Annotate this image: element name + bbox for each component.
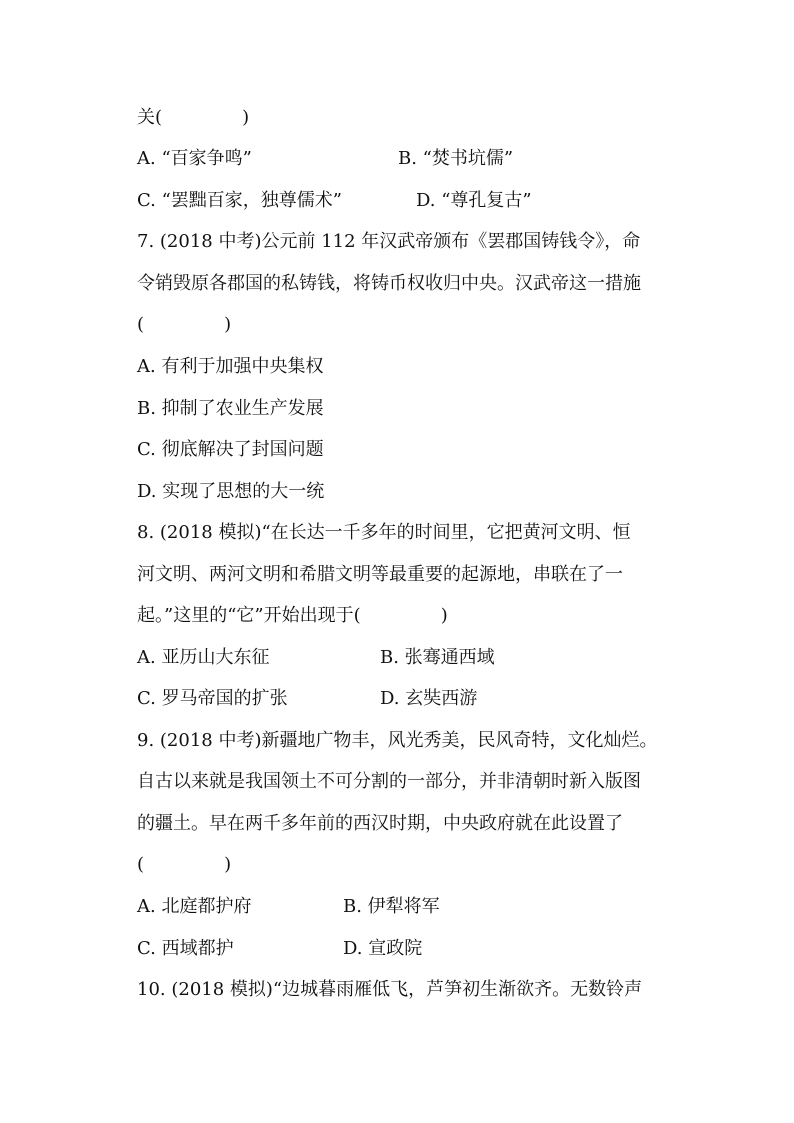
question-7: 7. (2018 中考)公元前 112 年汉武帝颁布《罢郡国铸钱令》，命 xyxy=(137,231,641,252)
option-a: A. 北庭都护府 xyxy=(137,896,252,917)
text-line: 河文明、两河文明和希腊文明等最重要的起源地，串联在了一 xyxy=(137,564,623,585)
option-b: B. “焚书坑儒” xyxy=(398,148,514,169)
option-d: D. 宣政院 xyxy=(343,938,423,959)
option-a: A. 有利于加强中央集权 xyxy=(137,356,324,377)
option-c: C. “罢黜百家，独尊儒术” xyxy=(137,190,342,211)
text-line: 的疆土。早在两千多年前的西汉时期，中央政府就在此设置了 xyxy=(137,813,623,834)
option-c: C. 西域都护 xyxy=(137,938,234,959)
text-line: 令销毁原各郡国的私铸钱，将铸币权收归中央。汉武帝这一措施 xyxy=(137,273,641,294)
option-a: A. 亚历山大东征 xyxy=(137,647,270,668)
option-c: C. 彻底解决了封国问题 xyxy=(137,439,324,460)
option-d: D. “尊孔复古” xyxy=(416,190,532,211)
option-b: B. 伊犁将军 xyxy=(343,896,440,917)
option-c: C. 罗马帝国的扩张 xyxy=(137,688,288,709)
option-b: B. 抑制了农业生产发展 xyxy=(137,398,324,419)
option-b: B. 张骞通西域 xyxy=(380,647,495,668)
text-line: 起。”这里的“它”开始出现于( ) xyxy=(137,605,448,626)
text-line: 关( ) xyxy=(137,107,250,128)
text-line: 自古以来就是我国领土不可分割的一部分，并非清朝时新入版图 xyxy=(137,771,641,792)
question-9: 9. (2018 中考)新疆地广物丰，风光秀美，民风奇特，文化灿烂。 xyxy=(137,730,658,751)
option-d: D. 实现了思想的大一统 xyxy=(137,481,325,502)
question-10: 10. (2018 模拟)“边城暮雨雁低飞，芦笋初生渐欲齐。无数铃声 xyxy=(137,979,643,1000)
answer-blank: ( ) xyxy=(137,314,232,335)
question-8: 8. (2018 模拟)“在长达一千多年的时间里，它把黄河文明、恒 xyxy=(137,522,631,543)
option-a: A. “百家争鸣” xyxy=(137,148,252,169)
answer-blank: ( ) xyxy=(137,854,232,875)
option-d: D. 玄奘西游 xyxy=(380,688,478,709)
